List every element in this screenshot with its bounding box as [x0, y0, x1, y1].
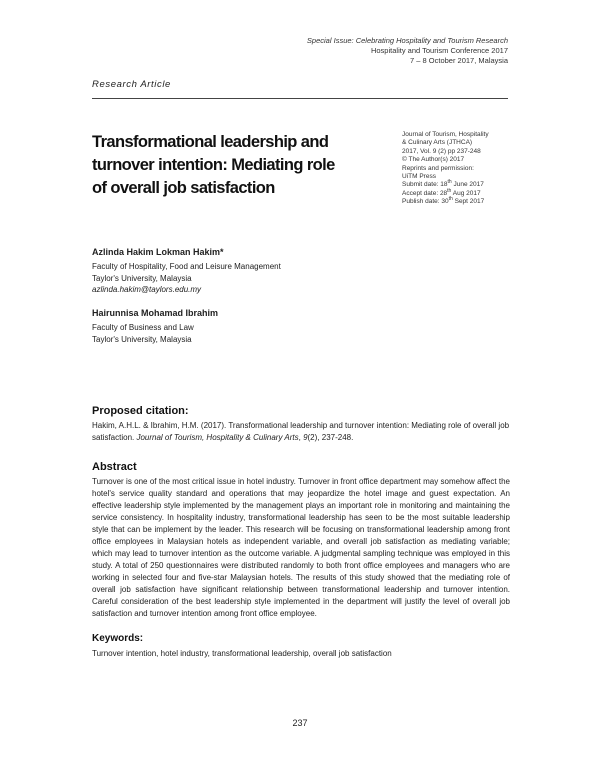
abstract-text: Turnover is one of the most critical issue in hotel industry. Turnover in front office department may somehow affect the hotel's service quality standard and operations that may jeopardize the hotel image and guest expectation. An effective leadership style implemented by the management plays an important role in monitoring and maintaining the service consistency. In hospitality industry, transformational leadership has seen to be the most suitable leadership style that can be implement by the leader. This research will be focusing on transformational leadership among front office employees in Malaysian hotels as independent variable, and overall job satisfaction as mediating variable; which may lead to turnover intention as the outcome variable. A judgmental sampling technique was employed in this study. A total of 250 questionnaires were distributed randomly to both front office employees and managers who are working in selected four and five-star Malaysian hotels. The results of this study showed that the mediating role of overall job satisfaction have significant relationship between transformational leadership and turnover intention. Careful consideration of the best leadership style implemented in the department will justify the level of overall job satisfaction and turnover intention among front office employee.	[92, 477, 510, 618]
author-2	[92, 308, 512, 345]
page-number: 237	[292, 718, 308, 728]
author-name: Hairunnisa Mohamad Ibrahim	[92, 308, 219, 319]
author-email[interactable]: azlinda.hakim@taylors.edu.my	[92, 285, 202, 295]
meta-publish-date: Publish date: 30th Sept 2017	[402, 196, 485, 206]
meta-accept-date: Accept date: 28th Aug 2017	[402, 187, 481, 197]
author-affiliation: Faculty of Hospitality, Food and Leisure Management	[92, 261, 281, 271]
article-type: Research Article	[92, 79, 171, 90]
author-institution: Taylor's University, Malaysia	[92, 334, 192, 344]
header-divider	[92, 98, 508, 99]
publication-meta	[402, 131, 512, 207]
meta-journal-line2: & Culinary Arts (JTHCA)	[402, 139, 473, 147]
meta-press: UiTM Press	[402, 173, 436, 181]
meta-volume: 2017, Vol. 9 (2) pp 237-248	[402, 147, 481, 155]
keywords-text: Turnover intention, hotel industry, transformational leadership, overall job satisfaction	[92, 649, 392, 658]
header-dates: 7 – 8 October 2017, Malaysia	[410, 56, 508, 65]
author-1	[92, 247, 512, 296]
author-affiliation: Faculty of Business and Law	[92, 322, 194, 332]
citation-text: Hakim, A.H.L. & Ibrahim, H.M. (2017). Transformational leadership and turnover intention: Mediating role of overall job satisfaction. Journal of Tourism, Hospitality & Culinary Arts, 9(2), 237-248.	[92, 421, 510, 442]
header-special-issue: Special Issue: Celebrating Hospitality and Tourism Research	[306, 36, 508, 45]
author-name: Azlinda Hakim Lokman Hakim*	[92, 247, 224, 257]
meta-journal-line1: Journal of Tourism, Hospitality	[402, 131, 489, 138]
keywords-heading: Keywords:	[92, 633, 144, 644]
citation-heading: Proposed citation:	[92, 405, 189, 417]
meta-reprints: Reprints and permission:	[402, 164, 474, 172]
header-conference: Hospitality and Tourism Conference 2017	[370, 46, 508, 55]
meta-submit-date: Submit date: 18th June 2017	[402, 179, 484, 189]
abstract-heading: Abstract	[92, 461, 137, 473]
meta-copyright: © The Author(s) 2017	[402, 156, 465, 164]
author-institution: Taylor's University, Malaysia	[92, 273, 192, 283]
author-list	[92, 247, 512, 346]
running-header	[307, 36, 508, 66]
paper-title: Transformational leadership and turnover intention: Mediating role of overall job satisfaction	[92, 133, 335, 197]
